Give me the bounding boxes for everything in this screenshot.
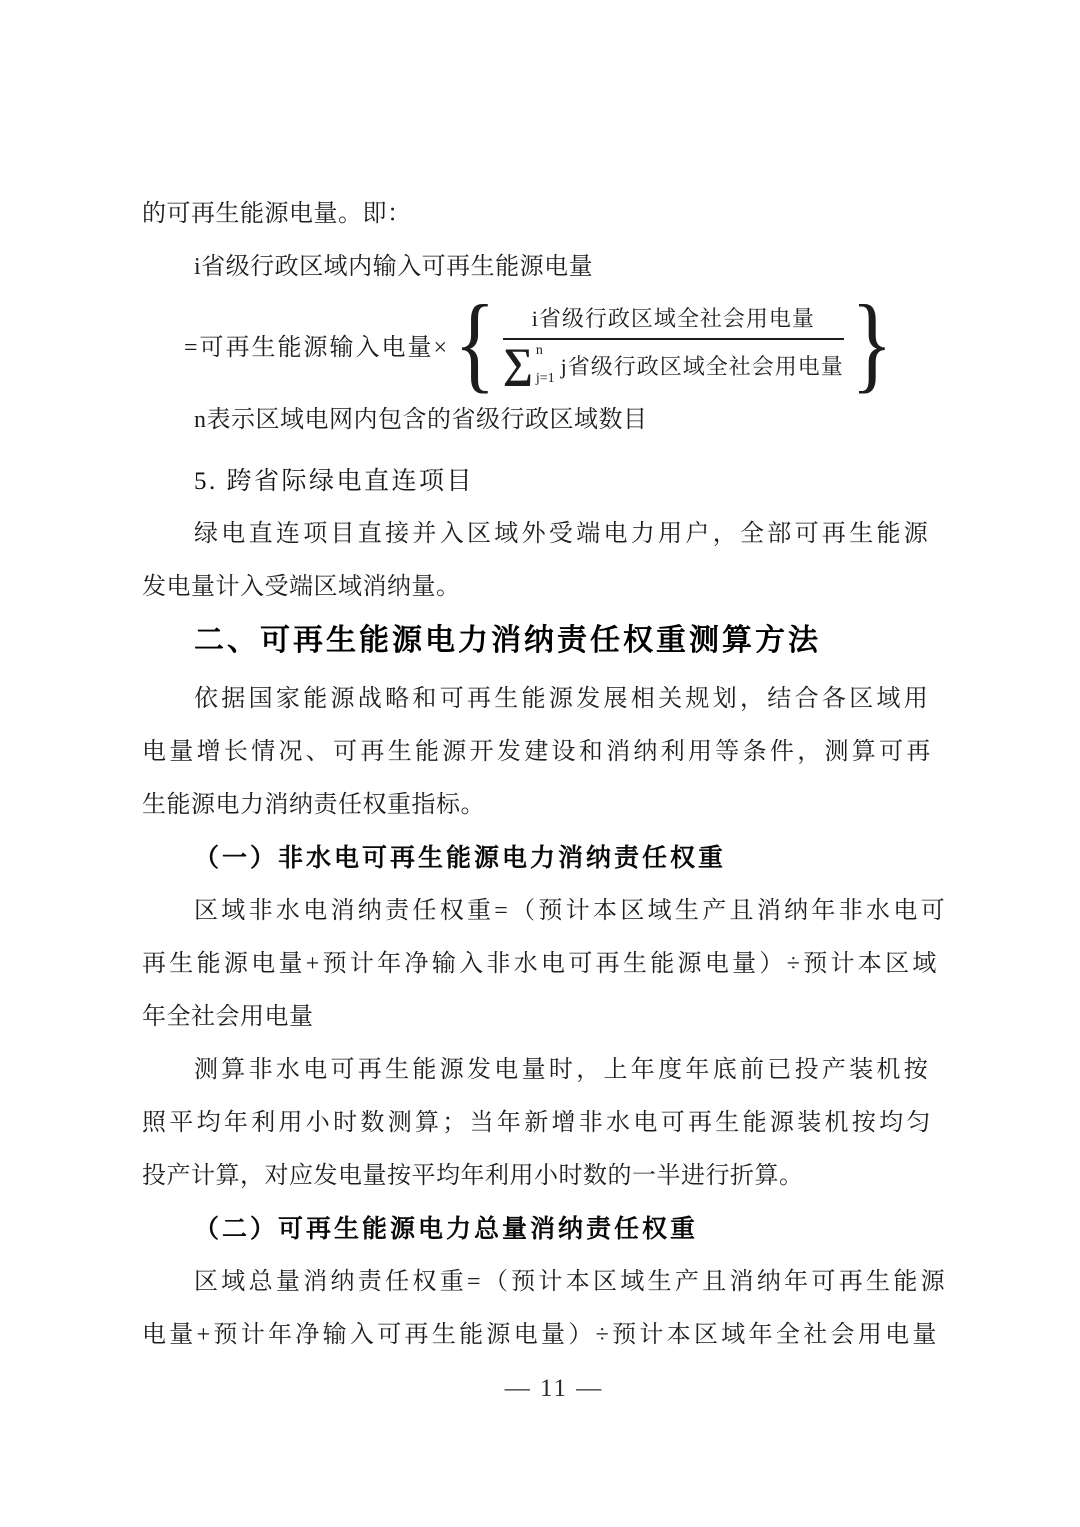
text-line: 电量增长情况、可再生能源开发建设和消纳利用等条件，测算可再 — [142, 739, 934, 765]
right-brace: } — [850, 284, 893, 403]
text-line: 再生能源电量+预计年净输入非水电可再生能源电量）÷预计本区域 — [142, 951, 940, 977]
section-heading: 二、可再生能源电力消纳责任权重测算方法 — [194, 624, 821, 657]
text-line: 电量+预计年净输入可再生能源电量）÷预计本区域年全社会用电量 — [142, 1322, 940, 1348]
text-line: n表示区域电网内包含的省级行政区域数目 — [194, 407, 648, 433]
text-line: 测算非水电可再生能源发电量时，上年度年底前已投产装机按 — [194, 1057, 932, 1083]
sigma-lower-limit: j=1 — [535, 371, 555, 386]
text-line: 生能源电力消纳责任权重指标。 — [142, 792, 485, 818]
sigma-limits — [536, 344, 555, 386]
text-line: 投产计算，对应发电量按平均年利用小时数的一半进行折算。 — [142, 1163, 804, 1189]
section-heading: （二）可再生能源电力总量消纳责任权重 — [194, 1216, 699, 1243]
denominator-text: j省级行政区域全社会用电量 — [560, 353, 844, 379]
text-line: 依据国家能源战略和可再生能源发展相关规划，结合各区域用 — [194, 686, 932, 712]
sigma-upper-limit: n — [535, 343, 543, 358]
left-brace: { — [454, 284, 496, 403]
text-line: 区域非水电消纳责任权重=（预计本区域生产且消纳年非水电可 — [194, 898, 948, 924]
text-line: 年全社会用电量 — [142, 1004, 314, 1030]
text-line: 照平均年利用小时数测算；当年新增非水电可再生能源装机按均匀 — [142, 1110, 934, 1136]
formula — [184, 284, 966, 403]
text-line: 的可再生能源电量。即： — [142, 201, 412, 227]
document-content — [142, 188, 966, 1415]
fraction-denominator — [503, 338, 844, 386]
page-number: — 11 — — [504, 1375, 604, 1402]
section-heading: （一）非水电可再生能源电力消纳责任权重 — [194, 845, 727, 872]
formula-lhs: =可再生能源输入电量× — [184, 334, 450, 361]
fraction — [503, 302, 844, 386]
section-heading: 5. 跨省际绿电直连项目 — [194, 468, 475, 495]
paragraph-group-top — [142, 188, 966, 294]
text-line: 区域总量消纳责任权重=（预计本区域生产且消纳年可再生能源 — [194, 1269, 948, 1295]
text-line: i省级行政区域内输入可再生能源电量 — [194, 254, 594, 280]
fraction-numerator: i省级行政区域全社会用电量 — [531, 306, 815, 331]
text-line: 发电量计入受端区域消纳量。 — [142, 574, 461, 600]
paragraph-group-bottom — [142, 394, 966, 1362]
sigma-symbol: ∑ — [502, 341, 534, 388]
text-line: 绿电直连项目直接并入区域外受端电力用户，全部可再生能源 — [194, 521, 932, 547]
